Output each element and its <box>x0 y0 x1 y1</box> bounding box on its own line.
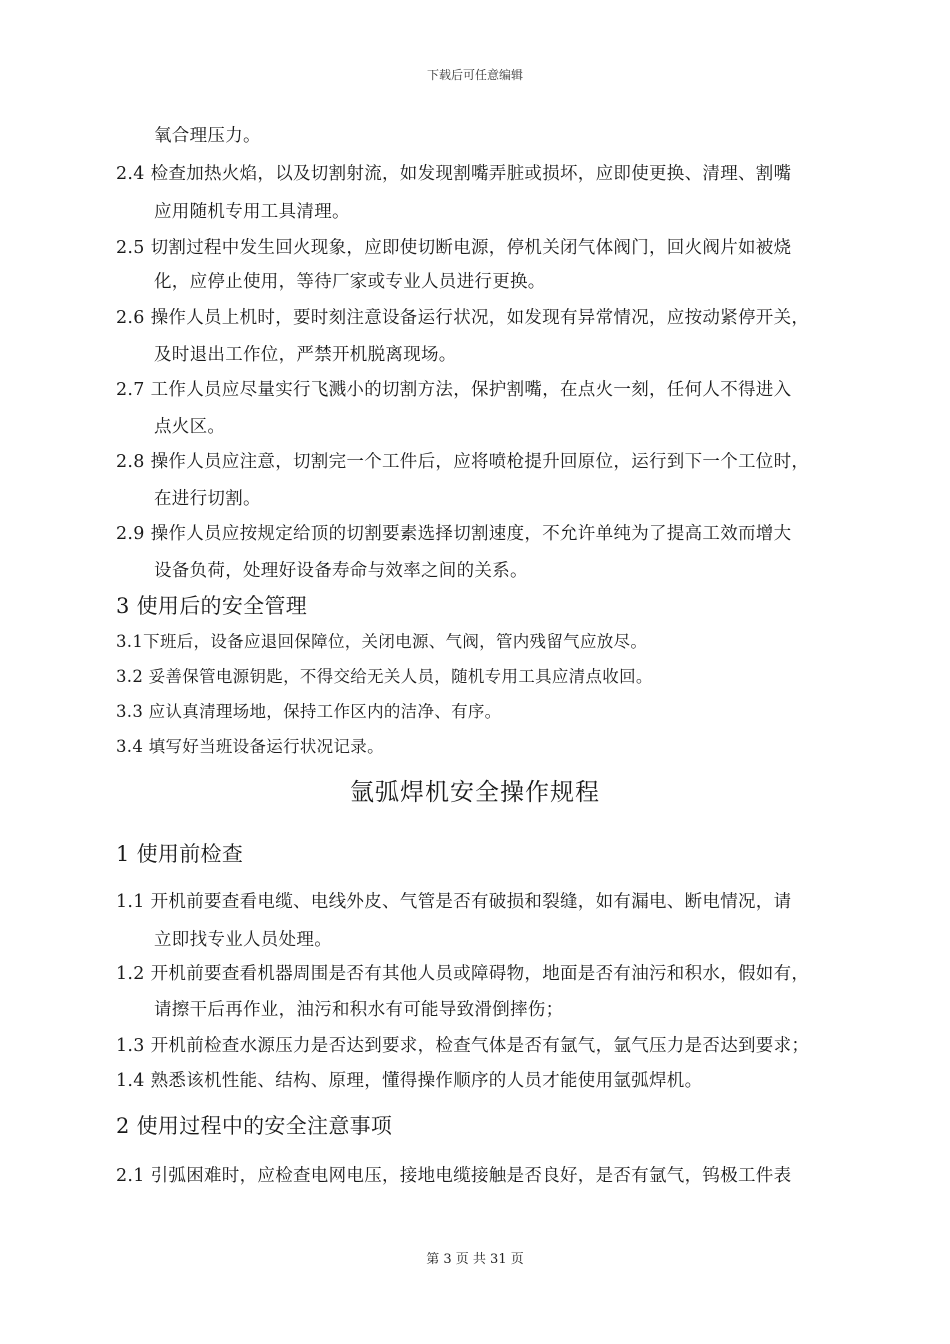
clause-1-4: 1.4 熟悉该机性能、结构、原理，懂得操作顺序的人员才能使用氩弧焊机。 <box>116 1071 703 1091</box>
clause-3-4: 3.4 填写好当班设备运行状况记录。 <box>116 737 384 756</box>
section-heading-2: 2 使用过程中的安全注意事项 <box>116 1114 393 1138</box>
clause-2-6: 2.6 操作人员上机时，要时刻注意设备运行状况，如发现有异常情况，应按动紧停开关， <box>116 308 810 328</box>
clause-2-8: 2.8 操作人员应注意，切割完一个工件后，应将喷枪提升回原位，运行到下一个工位时， <box>116 452 810 472</box>
paragraph-line: 点火区。 <box>154 417 226 437</box>
document-title: 氩弧焊机安全操作规程 <box>350 778 600 806</box>
clause-3-1: 3.1下班后，设备应退回保障位，关闭电源、气阀，管内残留气应放尽。 <box>116 632 648 651</box>
paragraph-line: 应用随机专用工具清理。 <box>154 202 350 222</box>
clause-3-3: 3.3 应认真清理场地，保持工作区内的洁净、有序。 <box>116 702 502 721</box>
clause-2-7: 2.7 工作人员应尽量实行飞溅小的切割方法，保护割嘴，在点火一刻，任何人不得进入 <box>116 380 792 400</box>
clause-1-3: 1.3 开机前检查水源压力是否达到要求，检查气体是否有氩气，氩气压力是否达到要求； <box>116 1036 810 1056</box>
clause-2-1: 2.1 引弧困难时，应检查电网电压，接地电缆接触是否良好，是否有氩气，钨极工件表 <box>116 1166 792 1186</box>
paragraph-line: 及时退出工作位，严禁开机脱离现场。 <box>154 345 457 365</box>
paragraph-line: 在进行切割。 <box>154 489 261 509</box>
paragraph-line: 立即找专业人员处理。 <box>154 930 332 950</box>
page-header: 下载后可任意编辑 <box>426 68 523 82</box>
clause-1-2: 1.2 开机前要查看机器周围是否有其他人员或障碍物，地面是否有油污和积水，假如有， <box>116 964 810 984</box>
clause-3-2: 3.2 妥善保管电源钥匙，不得交给无关人员，随机专用工具应清点收回。 <box>116 667 653 686</box>
section-heading-3: 3 使用后的安全管理 <box>116 594 308 618</box>
page-footer: 第 3 页 共 31 页 <box>426 1252 524 1267</box>
paragraph-line: 设备负荷，处理好设备寿命与效率之间的关系。 <box>154 561 528 581</box>
paragraph-line: 请擦干后再作业，油污和积水有可能导致滑倒摔伤； <box>154 1000 564 1020</box>
clause-1-1: 1.1 开机前要查看电缆、电线外皮、气管是否有破损和裂缝，如有漏电、断电情况，请 <box>116 892 792 912</box>
clause-2-9: 2.9 操作人员应按规定给顶的切割要素选择切割速度，不允许单纯为了提高工效而增大 <box>116 524 792 544</box>
clause-2-4: 2.4 检查加热火焰，以及切割射流，如发现割嘴弄脏或损坏，应即使更换、清理、割嘴 <box>116 164 792 184</box>
paragraph-line: 氧合理压力。 <box>154 126 261 146</box>
section-heading-1: 1 使用前检查 <box>116 842 244 866</box>
paragraph-line: 化，应停止使用，等待厂家或专业人员进行更换。 <box>154 272 546 292</box>
clause-2-5: 2.5 切割过程中发生回火现象，应即使切断电源，停机关闭气体阀门，回火阀片如被烧 <box>116 238 792 258</box>
